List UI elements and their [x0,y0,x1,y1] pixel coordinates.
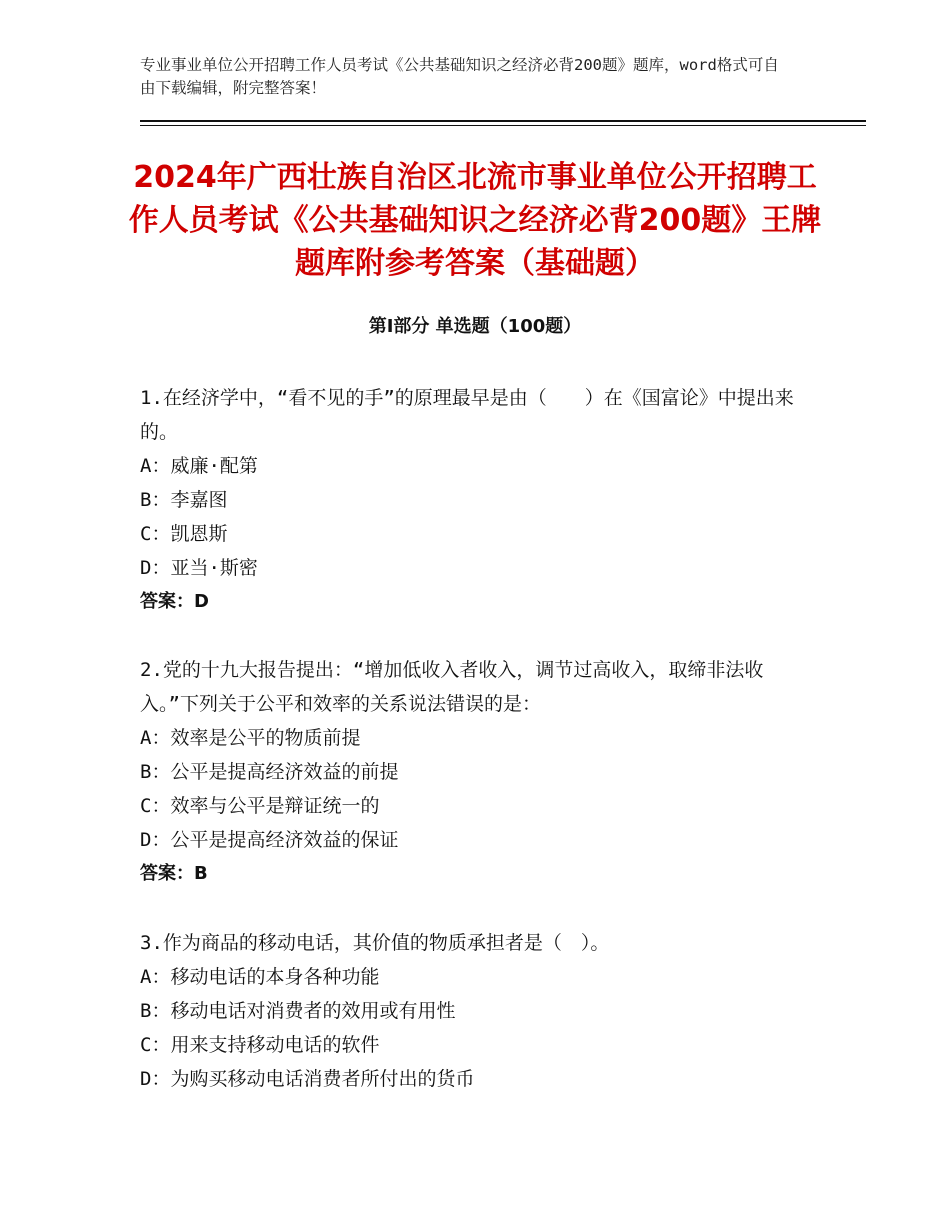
option-d: D：亚当·斯密 [140,557,258,579]
header-rule-thick [140,120,866,122]
option-a: A：移动电话的本身各种功能 [140,966,380,988]
option-c: C：凯恩斯 [140,523,228,545]
header-rule-thin [140,125,866,126]
section-title: 第Ⅰ部分 单选题（100题） [368,316,582,337]
question-1 [140,381,812,619]
question-stem: 2.党的十九大报告提出：“增加低收入者收入，调节过高收入，取缔非法收入。”下列关于公平和效率的关系说法错误的是： [140,659,764,715]
question-2 [140,653,812,891]
question-stem: 1.在经济学中，“看不见的手”的原理最早是由（ ）在《国富论》中提出来的。 [140,387,794,443]
option-a: A：效率是公平的物质前提 [140,727,361,749]
question-stem: 3.作为商品的移动电话，其价值的物质承担者是（ ）。 [140,932,610,954]
document-title: 2024年广西壮族自治区北流市事业单位公开招聘工作人员考试《公共基础知识之经济必背200题》王牌题库附参考答案（基础题） [128,160,822,281]
option-b: B：李嘉图 [140,489,228,511]
answer: 答案：D [140,591,209,612]
header-note: 专业事业单位公开招聘工作人员考试《公共基础知识之经济必背200题》题库，word格式可自由下载编辑，附完整答案！ [140,56,779,97]
question-3 [140,926,812,1096]
option-d: D：公平是提高经济效益的保证 [140,829,399,851]
option-c: C：效率与公平是辩证统一的 [140,795,380,817]
option-b: B：移动电话对消费者的效用或有用性 [140,1000,456,1022]
option-b: B：公平是提高经济效益的前提 [140,761,399,783]
option-a: A：威廉·配第 [140,455,258,477]
option-c: C：用来支持移动电话的软件 [140,1034,380,1056]
option-d: D：为购买移动电话消费者所付出的货币 [140,1068,475,1090]
answer: 答案：B [140,863,208,884]
